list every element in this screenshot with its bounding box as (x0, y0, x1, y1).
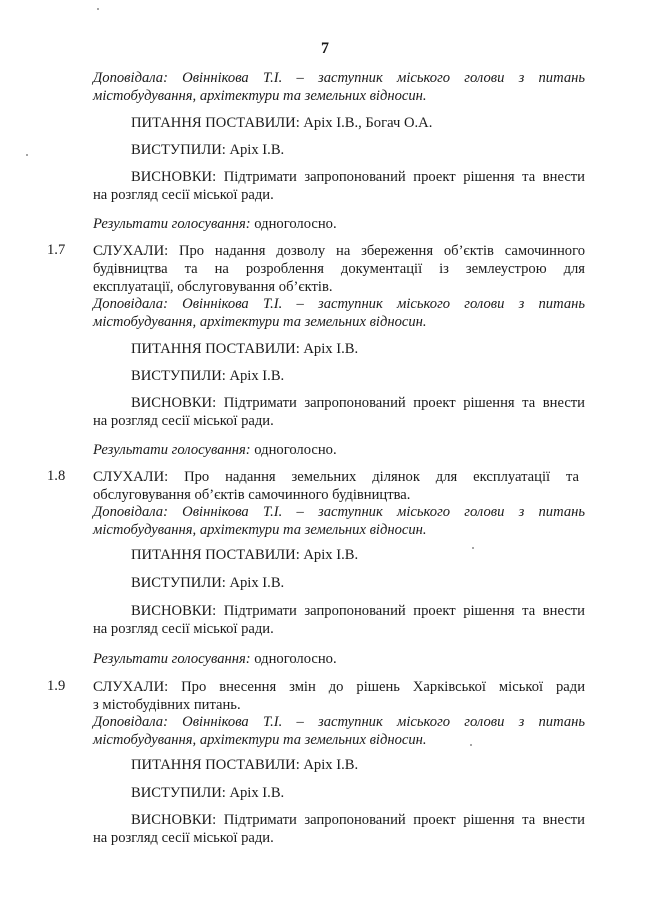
vote-value: одноголосно. (254, 442, 337, 458)
vote-label: Результати голосування: (93, 651, 251, 667)
vote-value: одноголосно. (254, 216, 337, 232)
questions-line: ПИТАННЯ ПОСТАВИЛИ: Аріх І.В. (131, 547, 359, 563)
heard-line: обслуговування об’єктів самочинного будівництва. (93, 487, 411, 503)
conclusions-line: ВИСНОВКИ: Підтримати запропонований проект рішення та внести (131, 395, 585, 411)
scan-speck (26, 154, 28, 156)
questions-line: ПИТАННЯ ПОСТАВИЛИ: Аріх І.В. (131, 341, 359, 357)
reporter-line: містобудування, архітектури та земельних відносин. (93, 314, 427, 330)
reporter-line: Доповідала: Овіннікова Т.І. – заступник міського голови з питань (93, 296, 585, 312)
heard-line: СЛУХАЛИ: Про надання земельних ділянок для експлуатації та (93, 469, 579, 485)
conclusions-line: на розгляд сесії міської ради. (93, 187, 274, 203)
speakers-line: ВИСТУПИЛИ: Аріх І.В. (131, 368, 285, 384)
vote-value: одноголосно. (254, 651, 337, 667)
conclusions-line: ВИСНОВКИ: Підтримати запропонований проект рішення та внести (131, 603, 585, 619)
heard-line: будівництва та на розроблення документації із землеустрою для (93, 261, 585, 277)
reporter-line: Доповідала: Овіннікова Т.І. – заступник міського голови з питань (93, 504, 585, 520)
reporter-line: Доповідала: Овіннікова Т.І. – заступник міського голови з питань (93, 70, 585, 86)
conclusions-line: на розгляд сесії міської ради. (93, 413, 274, 429)
conclusions-line: на розгляд сесії міської ради. (93, 830, 274, 846)
conclusions-line: на розгляд сесії міської ради. (93, 621, 274, 637)
scan-speck (97, 8, 99, 10)
conclusions-line: ВИСНОВКИ: Підтримати запропонований проект рішення та внести (131, 812, 585, 828)
heard-line: експлуатації, обслуговування об’єктів. (93, 279, 333, 295)
page-number: 7 (321, 40, 329, 57)
reporter-line: містобудування, архітектури та земельних відносин. (93, 732, 427, 748)
vote-result (93, 215, 337, 233)
speakers-line: ВИСТУПИЛИ: Аріх І.В. (131, 785, 285, 801)
speakers-line: ВИСТУПИЛИ: Аріх І.В. (131, 142, 285, 158)
scan-speck (472, 547, 474, 549)
vote-label: Результати голосування: (93, 216, 251, 232)
reporter-line: містобудування, архітектури та земельних відносин. (93, 522, 427, 538)
vote-result (93, 441, 337, 459)
vote-result (93, 650, 337, 668)
heard-line: СЛУХАЛИ: Про надання дозволу на збереження об’єктів самочинного (93, 243, 585, 259)
heard-line: СЛУХАЛИ: Про внесення змін до рішень Харківської міської ради (93, 679, 585, 695)
item-number: 1.9 (47, 678, 66, 694)
heard-line: з містобудівних питань. (93, 697, 241, 713)
item-number: 1.7 (47, 242, 66, 258)
conclusions-line: ВИСНОВКИ: Підтримати запропонований проект рішення та внести (131, 169, 585, 185)
vote-label: Результати голосування: (93, 442, 251, 458)
item-number: 1.8 (47, 468, 66, 484)
scan-speck (470, 744, 472, 746)
reporter-line: містобудування, архітектури та земельних відносин. (93, 88, 427, 104)
reporter-line: Доповідала: Овіннікова Т.І. – заступник міського голови з питань (93, 714, 585, 730)
questions-line: ПИТАННЯ ПОСТАВИЛИ: Аріх І.В., Богач О.А. (131, 115, 433, 131)
speakers-line: ВИСТУПИЛИ: Аріх І.В. (131, 575, 285, 591)
questions-line: ПИТАННЯ ПОСТАВИЛИ: Аріх І.В. (131, 757, 359, 773)
